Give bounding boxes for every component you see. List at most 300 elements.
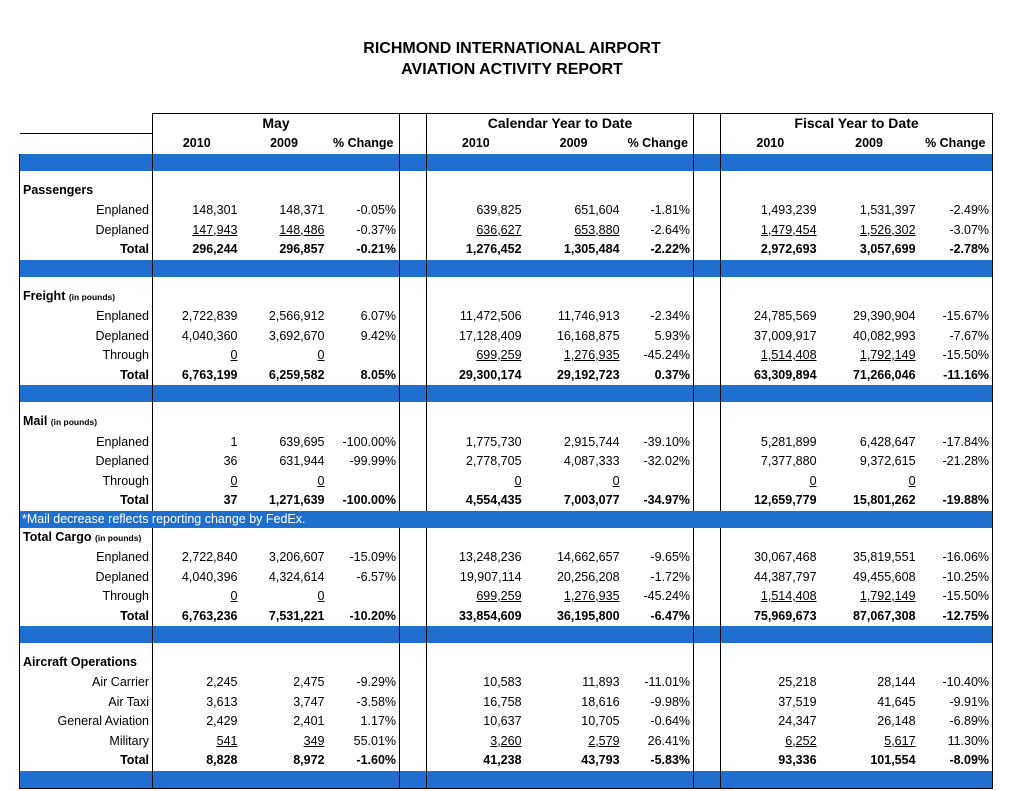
cell-value: 28,144 [877, 675, 916, 689]
cell-value: -0.21% [356, 242, 397, 256]
percent-change-cell [328, 240, 400, 260]
mail-footnote: *Mail decrease reflects reporting change by FedEx. [20, 511, 993, 528]
group-header: May [153, 114, 400, 134]
cell-value: 1,514,408 [760, 589, 817, 603]
cell-value: -15.67% [942, 309, 990, 323]
row-label: Air Carrier [20, 673, 153, 693]
cell-value: -10.20% [349, 608, 397, 623]
row-label: Deplaned [20, 327, 153, 347]
cell-value: 651,604 [574, 203, 620, 217]
cell-value: -1.81% [650, 203, 691, 217]
column-header: 2009 [270, 136, 298, 150]
table-row [20, 673, 993, 693]
table-row [20, 452, 993, 472]
spacer-row [20, 402, 993, 412]
value-cell [153, 433, 241, 453]
cell-value: 36 [223, 454, 238, 468]
value-cell [525, 201, 623, 221]
cell-value: 37 [223, 493, 238, 507]
value-cell [241, 307, 328, 327]
cell-value: 1 [230, 434, 238, 449]
cell-value: 5,617 [884, 733, 916, 748]
cell-value: -16.06% [942, 550, 990, 564]
cell-value: -6.89% [949, 714, 990, 728]
cell-value: 9.42% [360, 328, 397, 343]
value-cell [820, 472, 919, 492]
percent-change-cell [623, 201, 694, 221]
value-cell [820, 327, 919, 347]
cell-value: 4,554,435 [465, 493, 522, 507]
percent-change-cell [919, 587, 993, 607]
cell-value: 55.01% [353, 733, 397, 748]
cell-value: 6,252 [785, 733, 817, 748]
cell-value: 3,057,699 [859, 242, 916, 256]
value-cell [721, 587, 820, 607]
cell-value: 6,259,582 [268, 367, 325, 382]
column-header: 2010 [153, 134, 241, 155]
percent-change-cell [623, 548, 694, 568]
section-heading [20, 181, 153, 201]
value-cell [153, 221, 241, 241]
group-header: Fiscal Year to Date [721, 114, 993, 134]
cell-value: 13,248,236 [458, 550, 522, 564]
row-label: Through [20, 472, 153, 492]
percent-change-cell [623, 327, 694, 347]
value-cell [820, 673, 919, 693]
value-cell [427, 366, 525, 386]
cell-value: 20,256,208 [556, 569, 620, 584]
value-cell [427, 673, 525, 693]
cell-value: 3,692,670 [268, 328, 325, 343]
row-label: Through [20, 587, 153, 607]
value-cell [427, 327, 525, 347]
cell-value: 44,387,797 [753, 569, 817, 584]
row-label: Total [20, 366, 153, 386]
row-label: General Aviation [20, 712, 153, 732]
value-cell [525, 366, 623, 386]
value-cell [153, 751, 241, 771]
cell-value: 3,260 [490, 733, 522, 748]
section-heading-row [20, 181, 993, 201]
percent-change-cell [919, 452, 993, 472]
percent-change-cell [623, 307, 694, 327]
cell-value: -2.34% [650, 309, 691, 323]
value-cell [153, 693, 241, 713]
cell-value: 24,347 [778, 714, 817, 728]
note-row [20, 511, 993, 528]
value-cell [427, 548, 525, 568]
value-cell [525, 221, 623, 241]
row-label: Enplaned [20, 201, 153, 221]
percent-change-cell [919, 221, 993, 241]
percent-change-cell [623, 712, 694, 732]
value-cell [820, 568, 919, 588]
percent-change-cell [919, 673, 993, 693]
value-cell [525, 607, 623, 627]
table-row [20, 346, 993, 366]
percent-change-cell [919, 491, 993, 511]
percent-change-cell [919, 327, 993, 347]
value-cell [525, 548, 623, 568]
cell-value: 3,206,607 [268, 550, 325, 564]
value-cell [427, 732, 525, 752]
value-cell [153, 327, 241, 347]
value-cell [241, 366, 328, 386]
section-heading-label: Passengers [23, 183, 94, 198]
table-row [20, 568, 993, 588]
cell-value: 2,778,705 [465, 454, 522, 468]
value-cell [427, 346, 525, 366]
cell-value: 6,763,199 [181, 367, 238, 382]
table-row [20, 587, 993, 607]
cell-value: 2,722,839 [181, 309, 238, 323]
cell-value: 1,792,149 [859, 348, 916, 362]
cell-value: -8.09% [949, 753, 990, 767]
value-cell [427, 472, 525, 492]
cell-value: -45.24% [643, 348, 691, 362]
value-cell [820, 452, 919, 472]
value-cell [820, 548, 919, 568]
percent-change-cell [623, 472, 694, 492]
cell-value: 26,148 [877, 714, 916, 728]
value-cell [525, 732, 623, 752]
cell-value: 1,276,935 [563, 348, 620, 362]
table-row [20, 548, 993, 568]
cell-value: 639,825 [476, 203, 522, 217]
percent-change-cell [328, 732, 400, 752]
section-heading [20, 412, 153, 433]
report-title-line-1: RICHMOND INTERNATIONAL AIRPORT [363, 40, 661, 57]
cell-value: 17,128,409 [458, 328, 522, 343]
section-separator-band [20, 260, 993, 277]
cell-value: -10.40% [942, 675, 990, 689]
cell-value: 93,336 [778, 753, 817, 767]
column-header: 2009 [559, 136, 588, 150]
total-row [20, 366, 993, 386]
cell-value: -9.65% [650, 550, 691, 564]
cell-value: 10,637 [483, 714, 522, 728]
cell-value: -10.25% [942, 569, 990, 584]
percent-change-cell [623, 568, 694, 588]
cell-value: 7,003,077 [563, 493, 620, 507]
value-cell [427, 491, 525, 511]
value-cell [153, 346, 241, 366]
value-cell [153, 472, 241, 492]
section-heading-label: Mail [23, 414, 48, 428]
section-heading-row [20, 287, 993, 308]
value-cell [241, 433, 328, 453]
spacer-row [20, 171, 993, 181]
cell-value: -0.37% [356, 222, 397, 237]
group-header: Calendar Year to Date [427, 114, 694, 134]
value-cell [427, 751, 525, 771]
value-cell [427, 240, 525, 260]
percent-change-cell [328, 587, 400, 607]
total-row [20, 491, 993, 511]
cell-value: 15,801,262 [852, 493, 916, 507]
cell-value: 0 [317, 473, 325, 488]
percent-change-cell [919, 712, 993, 732]
row-label: Deplaned [20, 568, 153, 588]
value-cell [820, 607, 919, 627]
cell-value: 87,067,308 [852, 608, 916, 623]
section-separator-band [20, 771, 993, 789]
section-heading [20, 287, 153, 308]
percent-change-cell [919, 307, 993, 327]
percent-change-cell [328, 433, 400, 453]
value-cell [153, 568, 241, 588]
cell-value: 8.05% [360, 367, 397, 382]
percent-change-cell [919, 693, 993, 713]
row-label: Enplaned [20, 433, 153, 453]
cell-value: 1.17% [360, 714, 397, 728]
percent-change-cell [328, 712, 400, 732]
cell-value: 7,377,880 [760, 454, 817, 468]
cell-value: 7,531,221 [268, 608, 325, 623]
cell-value: 6.07% [360, 309, 397, 323]
cell-value: 49,455,608 [852, 569, 916, 584]
value-cell [241, 491, 328, 511]
percent-change-cell [328, 751, 400, 771]
cell-value: 1,305,484 [563, 242, 620, 256]
cell-value: 653,880 [574, 222, 620, 237]
cell-value: -11.16% [943, 367, 990, 382]
value-cell [721, 712, 820, 732]
value-cell [721, 693, 820, 713]
value-cell [525, 693, 623, 713]
value-cell [721, 433, 820, 453]
percent-change-cell [328, 607, 400, 627]
percent-change-cell [328, 346, 400, 366]
column-header: 2009 [855, 136, 883, 150]
value-cell [427, 693, 525, 713]
percent-change-cell [328, 201, 400, 221]
cell-value: 4,087,333 [563, 454, 620, 468]
total-row [20, 607, 993, 627]
cell-value: -19.88% [942, 493, 990, 507]
cell-value: 2,972,693 [760, 242, 817, 256]
value-cell [820, 240, 919, 260]
cell-value: -39.10% [643, 434, 691, 449]
cell-value: 18,616 [581, 694, 620, 709]
cell-value: 0 [908, 473, 916, 488]
activity-report-table-container [19, 113, 992, 789]
percent-change-cell [919, 433, 993, 453]
value-cell [241, 732, 328, 752]
cell-value: 1,775,730 [465, 434, 522, 449]
value-cell [721, 491, 820, 511]
value-cell [721, 548, 820, 568]
percent-change-cell [623, 587, 694, 607]
cell-value: -5.83% [650, 753, 691, 767]
cell-value: 296,244 [192, 242, 238, 256]
percent-change-cell [919, 548, 993, 568]
cell-value: 24,785,569 [753, 309, 817, 323]
cell-value: 0 [612, 473, 620, 488]
percent-change-cell [919, 568, 993, 588]
cell-value: 33,854,609 [458, 608, 522, 623]
value-cell [525, 712, 623, 732]
value-cell [721, 366, 820, 386]
value-cell [241, 712, 328, 732]
value-cell [241, 346, 328, 366]
value-cell [241, 587, 328, 607]
value-cell [241, 452, 328, 472]
cell-value: 0 [809, 473, 817, 488]
row-label: Deplaned [20, 452, 153, 472]
row-label: Total [20, 240, 153, 260]
value-cell [525, 240, 623, 260]
cell-value: 639,695 [279, 434, 325, 449]
cell-value: -100.00% [342, 493, 397, 507]
table-row [20, 732, 993, 752]
section-heading-row [20, 653, 993, 673]
value-cell [241, 221, 328, 241]
column-header: 2010 [427, 134, 525, 155]
cell-value: 9,372,615 [859, 454, 916, 468]
value-cell [721, 472, 820, 492]
cell-value: -2.49% [949, 203, 990, 217]
value-cell [153, 366, 241, 386]
percent-change-cell [328, 472, 400, 492]
cell-value: -99.99% [349, 454, 397, 468]
activity-report-table [19, 113, 993, 789]
percent-change-cell [919, 240, 993, 260]
value-cell [820, 346, 919, 366]
percent-change-cell [328, 366, 400, 386]
value-cell [153, 712, 241, 732]
cell-value: 10,705 [581, 714, 620, 728]
cell-value: -3.58% [356, 694, 397, 709]
percent-change-cell [328, 307, 400, 327]
cell-value: 29,390,904 [852, 309, 916, 323]
cell-value: 10,583 [483, 675, 522, 689]
value-cell [241, 607, 328, 627]
value-cell [427, 568, 525, 588]
column-header: % Change [919, 134, 993, 155]
value-cell [241, 568, 328, 588]
percent-change-cell [623, 346, 694, 366]
cell-value: 19,907,114 [459, 569, 522, 584]
cell-value: 1,479,454 [760, 222, 817, 237]
column-header-row [20, 134, 993, 155]
cell-value: 2,245 [206, 675, 238, 689]
percent-change-cell [623, 240, 694, 260]
value-cell [153, 673, 241, 693]
value-cell [427, 307, 525, 327]
cell-value: -7.67% [949, 328, 990, 343]
section-separator-band [20, 385, 993, 402]
percent-change-cell [919, 732, 993, 752]
section-unit: (in pounds) [50, 417, 98, 427]
header-separator-band [20, 154, 993, 171]
cell-value: 1,276,452 [465, 242, 522, 256]
cell-value: 4,040,396 [181, 569, 238, 584]
row-label: Enplaned [20, 307, 153, 327]
cell-value: 3,747 [293, 694, 325, 709]
value-cell [820, 712, 919, 732]
value-cell [721, 221, 820, 241]
cell-value: 11,746,913 [557, 309, 620, 323]
percent-change-cell [919, 201, 993, 221]
cell-value: 16,758 [483, 694, 522, 709]
percent-change-cell [623, 433, 694, 453]
value-cell [525, 491, 623, 511]
row-label: Deplaned [20, 221, 153, 241]
cell-value: 2,429 [206, 714, 238, 728]
cell-value: 11.30% [947, 733, 990, 748]
cell-value: -2.64% [650, 222, 691, 237]
value-cell [820, 201, 919, 221]
value-cell [525, 346, 623, 366]
value-cell [241, 673, 328, 693]
value-cell [153, 491, 241, 511]
cell-value: -21.28% [942, 454, 990, 468]
table-row [20, 712, 993, 732]
table-row [20, 472, 993, 492]
cell-value: 4,324,614 [268, 569, 325, 584]
cell-value: 26.41% [647, 733, 691, 748]
cell-value: 0 [230, 348, 238, 362]
value-cell [721, 327, 820, 347]
report-title-line-2: AVIATION ACTIVITY REPORT [401, 61, 623, 78]
cell-value: 63,309,894 [753, 367, 817, 382]
cell-value: 35,819,551 [852, 550, 916, 564]
cell-value: 0 [317, 589, 325, 603]
cell-value: -1.60% [356, 753, 397, 767]
cell-value: -11.01% [644, 675, 691, 689]
row-label: Total [20, 491, 153, 511]
percent-change-cell [919, 607, 993, 627]
cell-value: -1.72% [650, 569, 691, 584]
cell-value: 37,519 [778, 694, 817, 709]
cell-value: 541 [216, 733, 238, 748]
cell-value: 148,301 [192, 203, 238, 217]
percent-change-cell [328, 673, 400, 693]
cell-value: 0 [514, 473, 522, 488]
value-cell [153, 307, 241, 327]
cell-value: 1,276,935 [563, 589, 620, 603]
cell-value: 41,238 [483, 753, 522, 767]
cell-value: 11,893 [582, 675, 620, 689]
cell-value: -9.29% [356, 675, 397, 689]
column-header: % Change [623, 134, 694, 155]
cell-value: -6.57% [356, 569, 397, 584]
percent-change-cell [623, 366, 694, 386]
percent-change-cell [623, 452, 694, 472]
value-cell [241, 693, 328, 713]
cell-value: 16,168,875 [556, 328, 620, 343]
value-cell [525, 307, 623, 327]
cell-value: -9.91% [949, 694, 990, 709]
percent-change-cell [919, 472, 993, 492]
value-cell [820, 307, 919, 327]
value-cell [721, 201, 820, 221]
value-cell [721, 751, 820, 771]
value-cell [153, 548, 241, 568]
value-cell [820, 491, 919, 511]
cell-value: 147,943 [192, 222, 238, 237]
percent-change-cell [623, 732, 694, 752]
cell-value: 8,828 [206, 753, 238, 767]
cell-value: 0 [230, 589, 238, 603]
table-row [20, 307, 993, 327]
value-cell [525, 673, 623, 693]
percent-change-cell [919, 346, 993, 366]
cell-value: -32.02% [643, 454, 691, 468]
cell-value: 71,266,046 [852, 367, 916, 382]
cell-value: 6,428,647 [859, 434, 916, 449]
